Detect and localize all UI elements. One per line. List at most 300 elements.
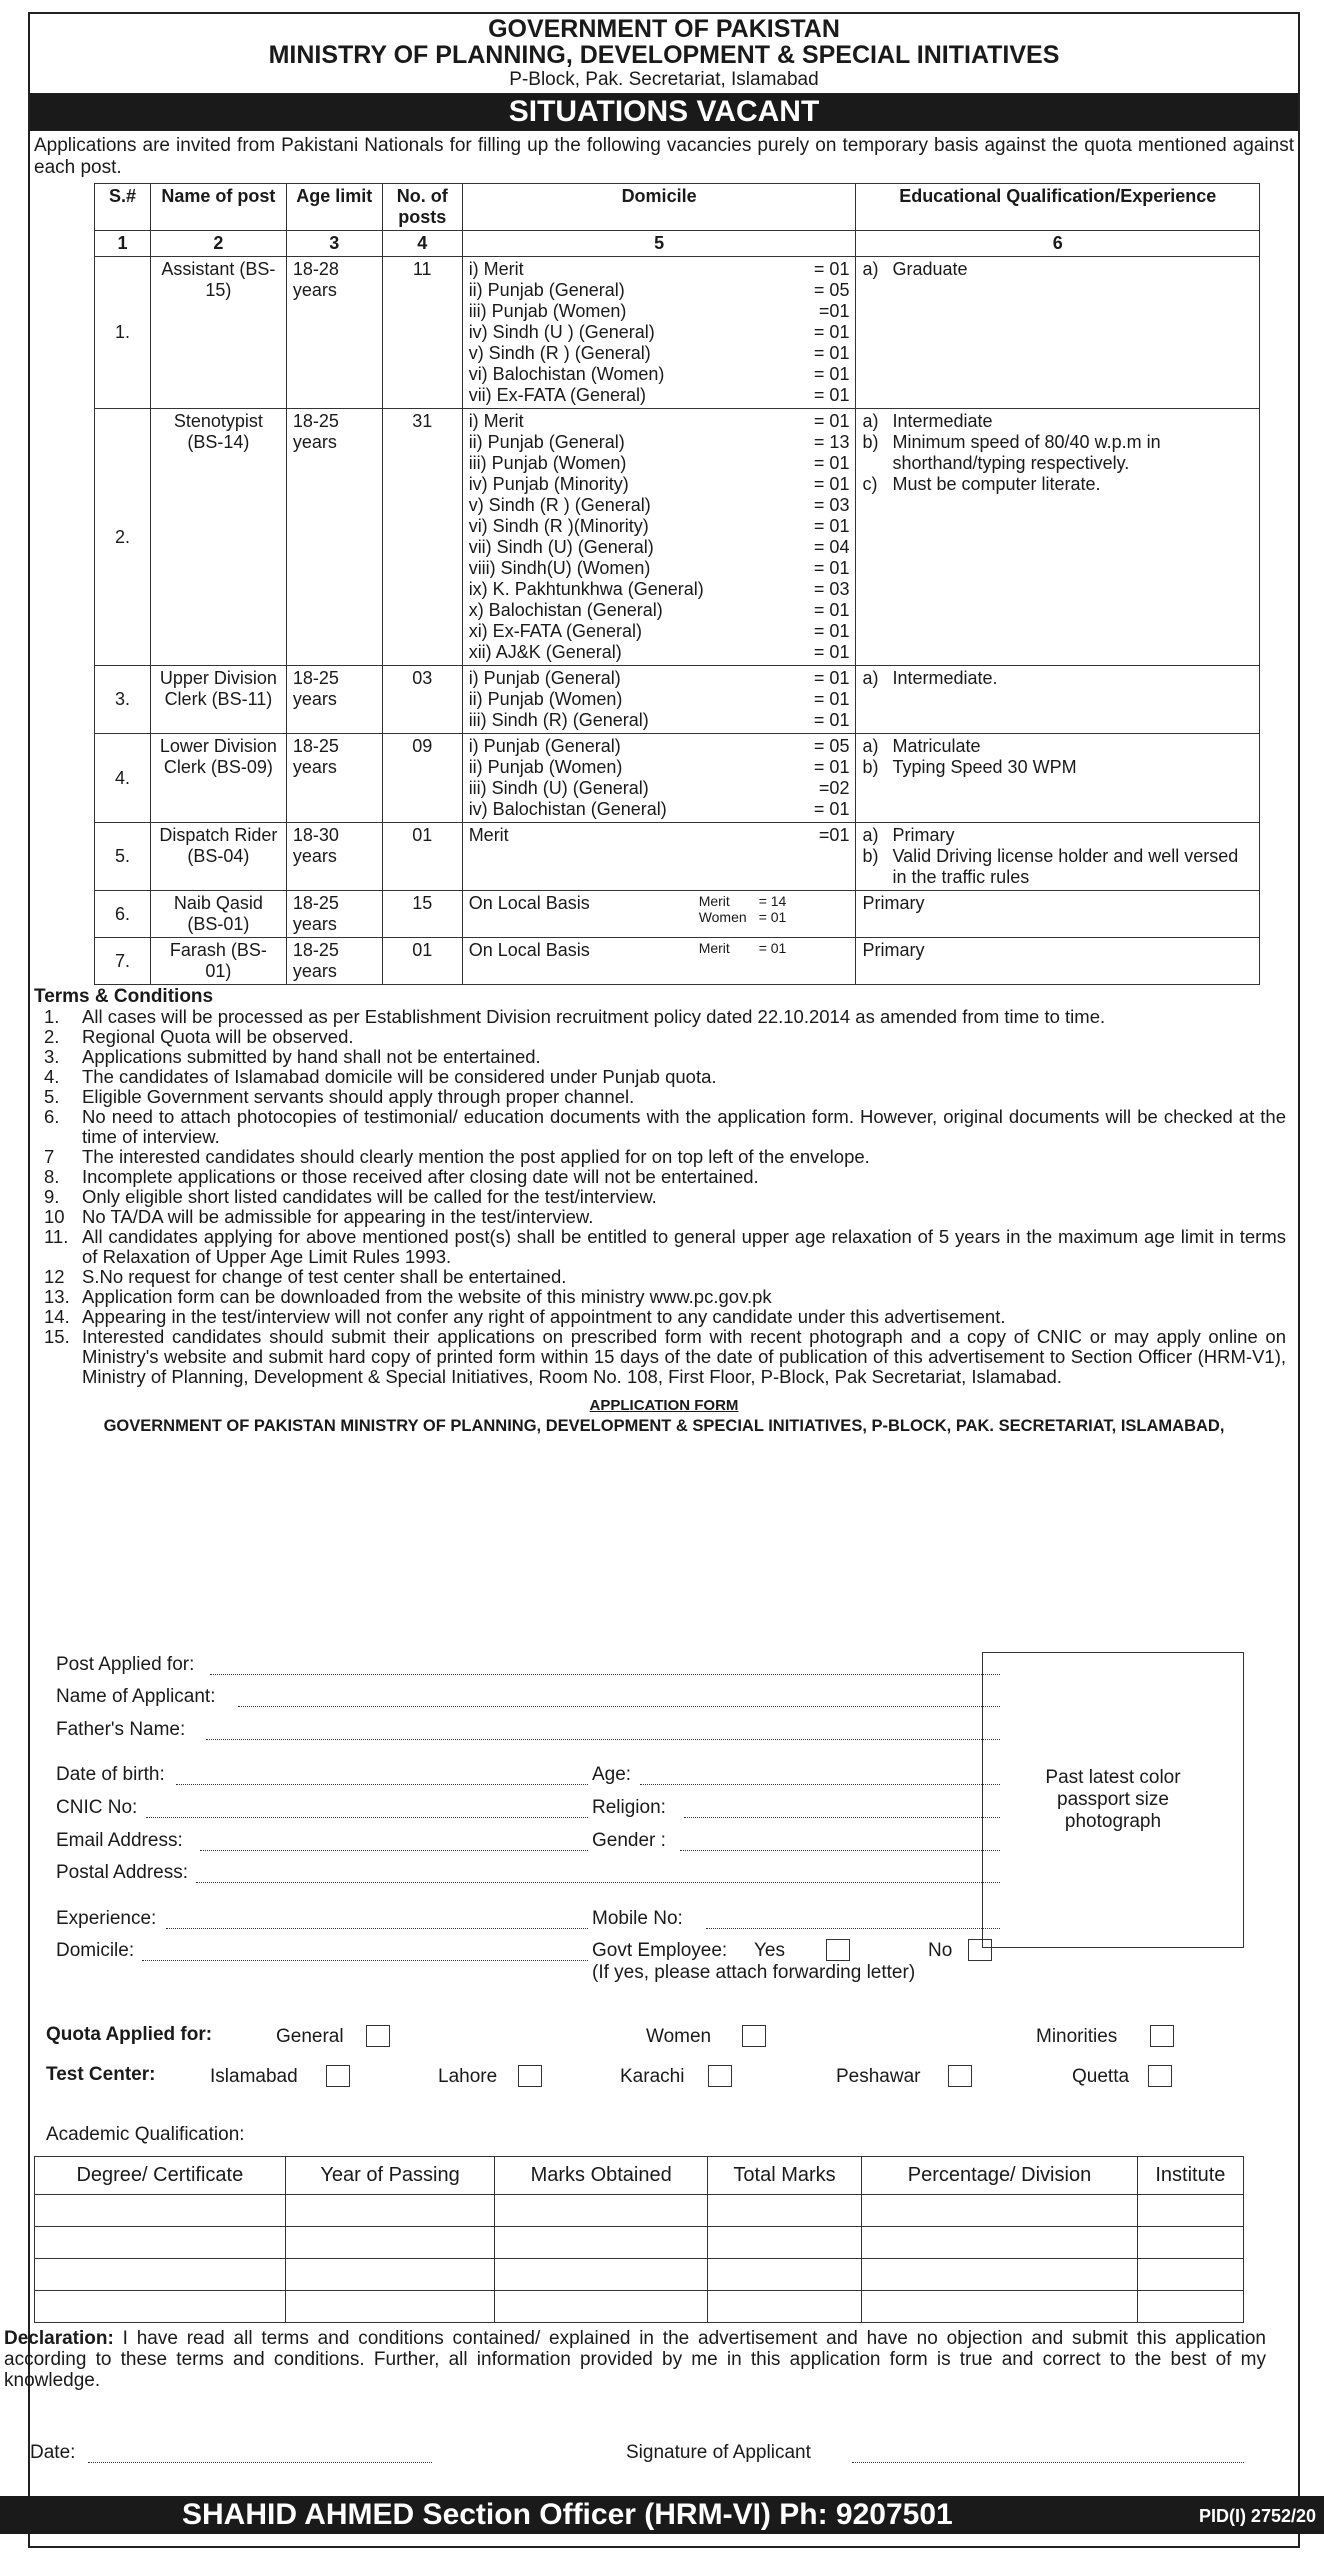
qualification-text: Must be computer literate. [892, 474, 1101, 494]
local-basis-category: Merit [698, 893, 730, 909]
test-center-label: Test Center: [46, 2064, 156, 2085]
term-number: 6. [44, 1106, 60, 1127]
local-basis-count: = 14 [758, 893, 787, 909]
domicile-region: iv) Punjab (Minority) [468, 474, 629, 494]
qualification-line [862, 668, 1253, 689]
academic-cell[interactable] [35, 2227, 286, 2259]
age-limit: 18-30 years [286, 823, 382, 891]
domicile-region: iii) Punjab (Women) [468, 453, 627, 473]
date-label: Date: [30, 2442, 76, 2463]
center-quetta-checkbox[interactable] [1148, 2065, 1172, 2087]
academic-column-header: Institute [1137, 2157, 1243, 2195]
academic-column-header: Total Marks [707, 2157, 861, 2195]
academic-row [35, 2227, 1244, 2259]
column-header: Name of post [150, 184, 286, 231]
dob-label: Date of birth: [56, 1764, 165, 1785]
dob-field[interactable] [176, 1784, 588, 1785]
gender-field[interactable] [680, 1850, 1000, 1851]
academic-cell[interactable] [495, 2227, 707, 2259]
domicile-cell [462, 823, 856, 891]
center-peshawar-label: Peshawar [836, 2066, 921, 2087]
post-name: Naib Qasid (BS-01) [150, 891, 286, 938]
term-item [34, 1207, 1294, 1227]
number-of-posts: 01 [382, 823, 462, 891]
domicile-region: ii) Punjab (Women) [468, 757, 623, 777]
domicile-count: = 01 [813, 710, 850, 730]
column-header: Educational Qualification/Experience [856, 184, 1260, 231]
mobile-label: Mobile No: [592, 1908, 683, 1929]
qualification-text: Intermediate. [892, 668, 998, 688]
domicile-count: = 01 [813, 621, 850, 641]
domicile-line [469, 621, 850, 642]
term-number: 2. [44, 1026, 60, 1047]
center-quetta-label: Quetta [1072, 2066, 1130, 2087]
term-text: Appearing in the test/interview will not confer any right of appointment to any candidate under this advertisement. [82, 1306, 1006, 1327]
serial-number: 4. [95, 734, 151, 823]
father-name-field[interactable] [206, 1739, 1000, 1740]
term-number: 10 [44, 1206, 65, 1227]
declaration: Declaration: I have read all terms and conditions contained/ explained in the advertisement and have no objection and submit this application according to these terms and conditions. Further, all information provided by me in this application form is true and correct to the best of my knowledge. [4, 2328, 1266, 2391]
qualification-cell [856, 891, 1260, 938]
terms-list [34, 1007, 1294, 1387]
academic-cell[interactable] [862, 2259, 1138, 2291]
term-text: Regional Quota will be observed. [82, 1026, 354, 1047]
signature-field[interactable] [852, 2462, 1244, 2463]
local-basis-line [699, 893, 787, 909]
number-of-posts: 11 [382, 257, 462, 409]
local-basis-label: On Local Basis [468, 893, 590, 913]
qualification-text: Intermediate [892, 411, 993, 431]
column-number: 5 [462, 231, 856, 257]
academic-column-header: Percentage/ Division [862, 2157, 1138, 2195]
domicile-cell [462, 734, 856, 823]
intro-text: Applications are invited from Pakistani Nationals for filling up the following vacancies purely on temporary basis against the quota mentioned against each post. [34, 135, 1294, 178]
column-number: 4 [382, 231, 462, 257]
footer-bar [0, 2496, 1324, 2534]
local-basis [469, 940, 850, 961]
photograph-box: Past latest color passport size photograph [982, 1652, 1244, 1948]
email-field[interactable] [200, 1850, 588, 1851]
domicile-count: = 01 [813, 385, 850, 405]
term-text: The interested candidates should clearly mention the post applied for on top left of the envelope. [82, 1146, 870, 1167]
section-officer: SHAHID AHMED Section Officer (HRM-VI) Ph: 9207501 [182, 2498, 953, 2531]
qualification-cell [856, 409, 1260, 666]
academic-cell[interactable] [862, 2227, 1138, 2259]
term-item [34, 1007, 1294, 1027]
academic-cell[interactable] [495, 2195, 707, 2227]
domicile-region: iii) Sindh (U) (General) [468, 778, 649, 798]
term-item [34, 1147, 1294, 1167]
quota-minorities-label: Minorities [1036, 2026, 1118, 2047]
local-basis-count: = 01 [758, 940, 787, 956]
academic-cell[interactable] [35, 2291, 286, 2323]
domicile-count: = 01 [813, 668, 850, 688]
academic-cell[interactable] [495, 2291, 707, 2323]
term-number: 13. [44, 1286, 70, 1307]
domicile-line [469, 364, 850, 385]
center-lahore-checkbox[interactable] [518, 2065, 542, 2087]
domicile-region: i) Merit [468, 259, 524, 279]
domicile-line [469, 757, 850, 778]
govt-yes-checkbox[interactable] [826, 1939, 850, 1961]
qualification-line [862, 757, 1253, 778]
term-item [34, 1327, 1294, 1387]
domicile-region: ii) Punjab (Women) [468, 689, 623, 709]
term-text: No need to attach photocopies of testimonial/ education documents with the application form. However, original documents will be checked at the time of interview. [82, 1106, 1286, 1147]
term-number: 7 [44, 1146, 55, 1167]
domicile-count: = 01 [813, 757, 850, 777]
domicile-region: i) Punjab (General) [468, 736, 621, 756]
column-number: 3 [286, 231, 382, 257]
local-basis-category: Women [698, 909, 747, 925]
application-form-subtitle: GOVERNMENT OF PAKISTAN MINISTRY OF PLANNING, DEVELOPMENT & SPECIAL INITIATIVES, P-BLOCK, PAK. SECRETARIAT, ISLAMABAD, [103, 1417, 1225, 1435]
domicile-region: xii) AJ&K (General) [468, 642, 622, 662]
terms-title: Terms & Conditions [34, 986, 214, 1007]
domicile-cell [462, 938, 856, 985]
number-of-posts: 09 [382, 734, 462, 823]
academic-cell[interactable] [1137, 2195, 1243, 2227]
domicile-line [469, 259, 850, 280]
qualification-letter: a) [862, 411, 879, 431]
domicile-line [469, 600, 850, 621]
academic-cell[interactable] [35, 2195, 286, 2227]
quota-general-checkbox[interactable] [366, 2025, 390, 2047]
term-item [34, 1027, 1294, 1047]
center-peshawar-checkbox[interactable] [948, 2065, 972, 2087]
domicile-region: iii) Punjab (Women) [468, 301, 627, 321]
column-number: 1 [95, 231, 151, 257]
post-applied-field[interactable] [210, 1674, 1000, 1675]
domicile-count: = 01 [813, 689, 850, 709]
serial-number: 2. [95, 409, 151, 666]
domicile-line [469, 579, 850, 600]
term-number: 8. [44, 1166, 60, 1187]
academic-cell[interactable] [1137, 2259, 1243, 2291]
term-number: 9. [44, 1186, 60, 1207]
age-limit: 18-25 years [286, 938, 382, 985]
serial-number: 3. [95, 666, 151, 734]
email-label: Email Address: [56, 1830, 183, 1851]
term-item [34, 1167, 1294, 1187]
academic-cell[interactable] [285, 2259, 495, 2291]
domicile-cell [462, 666, 856, 734]
domicile-region: ii) Punjab (General) [468, 280, 625, 300]
academic-cell[interactable] [495, 2259, 707, 2291]
column-header: Age limit [286, 184, 382, 231]
domicile-region: ii) Punjab (General) [468, 432, 625, 452]
term-text: Incomplete applications or those received after closing date will not be entertained. [82, 1166, 759, 1187]
govt-title: GOVERNMENT OF PAKISTAN [488, 15, 840, 43]
domicile-region: iii) Sindh (R) (General) [468, 710, 649, 730]
domicile-line [469, 322, 850, 343]
column-header: Domicile [462, 184, 856, 231]
academic-table [34, 2156, 1244, 2323]
domicile-cell [462, 257, 856, 409]
pid-number: PID(I) 2752/20 [1198, 2506, 1316, 2526]
academic-cell[interactable] [285, 2195, 495, 2227]
govt-yes-label: Yes [754, 1940, 785, 1961]
domicile-line [469, 537, 850, 558]
domicile-region: ix) K. Pakhtunkhwa (General) [468, 579, 704, 599]
academic-cell[interactable] [862, 2291, 1138, 2323]
table-header-row [95, 184, 1260, 231]
domicile-count: = 03 [813, 579, 850, 599]
column-number: 2 [150, 231, 286, 257]
term-number: 11. [44, 1226, 69, 1247]
quota-women-checkbox[interactable] [742, 2025, 766, 2047]
domicile-cell [462, 891, 856, 938]
qualification-line [862, 411, 1253, 432]
domicile-count: =01 [818, 301, 850, 321]
term-item [34, 1287, 1294, 1307]
domicile-line [469, 432, 850, 453]
academic-cell[interactable] [35, 2259, 286, 2291]
academic-column-header: Degree/ Certificate [35, 2157, 286, 2195]
religion-field[interactable] [684, 1817, 1000, 1818]
domicile-count: = 01 [813, 642, 850, 662]
academic-header-row [35, 2157, 1244, 2195]
domicile-region: v) Sindh (R ) (General) [468, 343, 651, 363]
application-form-title: APPLICATION FORM [589, 1397, 739, 1414]
domicile-line [469, 825, 850, 846]
term-item [34, 1267, 1294, 1287]
qualification-text: Primary [892, 825, 955, 845]
term-number: 3. [44, 1046, 60, 1067]
domicile-label: Domicile: [56, 1940, 135, 1961]
signature-label: Signature of Applicant [626, 2442, 811, 2463]
number-of-posts: 31 [382, 409, 462, 666]
column-number: 6 [856, 231, 1260, 257]
center-karachi-label: Karachi [620, 2066, 685, 2087]
qualification-letter: b) [862, 432, 879, 452]
cnic-field[interactable] [146, 1817, 588, 1818]
quota-label: Quota Applied for: [46, 2024, 213, 2045]
academic-cell[interactable] [707, 2195, 861, 2227]
qualification-letter: a) [862, 825, 879, 845]
domicile-line [469, 411, 850, 432]
term-item [34, 1307, 1294, 1327]
domicile-region: viii) Sindh(U) (Women) [468, 558, 651, 578]
gender-label: Gender : [592, 1830, 666, 1851]
term-text: Application form can be downloaded from the website of this ministry www.pc.gov.pk [82, 1286, 772, 1307]
term-item [34, 1227, 1294, 1267]
academic-cell[interactable] [707, 2227, 861, 2259]
domicile-count: = 05 [813, 280, 850, 300]
qualification-cell [856, 823, 1260, 891]
term-number: 4. [44, 1066, 60, 1087]
mobile-field[interactable] [706, 1928, 1000, 1929]
qualification-line [862, 474, 1253, 495]
academic-cell[interactable] [707, 2259, 861, 2291]
table-row [95, 409, 1260, 666]
qualification-letter: a) [862, 259, 879, 279]
table-row [95, 823, 1260, 891]
qualification-text: Primary [862, 940, 925, 960]
age-field[interactable] [640, 1784, 1000, 1785]
post-applied-label: Post Applied for: [56, 1654, 195, 1675]
term-text: S.No request for change of test center shall be entertained. [82, 1266, 567, 1287]
experience-field[interactable] [166, 1928, 588, 1929]
qualification-letter: a) [862, 668, 879, 688]
applicant-name-field[interactable] [238, 1706, 1000, 1707]
term-text: Only eligible short listed candidates will be called for the test/interview. [82, 1186, 657, 1207]
domicile-count: = 05 [813, 736, 850, 756]
domicile-region: xi) Ex-FATA (General) [468, 621, 643, 641]
domicile-region: i) Punjab (General) [468, 668, 621, 688]
forwarding-letter-note: (If yes, please attach forwarding letter) [592, 1962, 916, 1983]
domicile-line [469, 689, 850, 710]
domicile-count: = 01 [813, 322, 850, 342]
academic-cell[interactable] [862, 2195, 1138, 2227]
table-body [95, 257, 1260, 985]
term-item [34, 1047, 1294, 1067]
domicile-count: = 01 [813, 411, 850, 431]
local-basis-breakdown [699, 940, 787, 956]
term-number: 15. [44, 1326, 70, 1347]
qualification-line [862, 432, 1253, 474]
situations-vacant-banner: SITUATIONS VACANT [30, 93, 1298, 131]
address: P-Block, Pak. Secretariat, Islamabad [509, 69, 819, 90]
table-row [95, 891, 1260, 938]
domicile-region: vii) Ex-FATA (General) [468, 385, 647, 405]
term-number: 12 [44, 1266, 65, 1287]
domicile-count: = 01 [813, 259, 850, 279]
domicile-region: vi) Balochistan (Women) [468, 364, 665, 384]
domicile-region: Merit [468, 825, 509, 845]
domicile-count: =02 [818, 778, 850, 798]
domicile-region: vi) Sindh (R )(Minority) [468, 516, 649, 536]
domicile-line [469, 558, 850, 579]
local-basis-breakdown [699, 893, 787, 925]
academic-column-header: Marks Obtained [495, 2157, 707, 2195]
center-islamabad-checkbox[interactable] [326, 2065, 350, 2087]
vacancies-table [94, 183, 1260, 985]
academic-row [35, 2291, 1244, 2323]
qualification-letter: b) [862, 846, 879, 866]
domicile-line [469, 280, 850, 301]
father-name-label: Father's Name: [56, 1719, 186, 1740]
table-row [95, 257, 1260, 409]
center-lahore-label: Lahore [438, 2066, 498, 2087]
cnic-label: CNIC No: [56, 1797, 138, 1818]
center-karachi-checkbox[interactable] [708, 2065, 732, 2087]
govt-employee-label: Govt Employee: [592, 1940, 728, 1961]
academic-cell[interactable] [285, 2227, 495, 2259]
post-name: Dispatch Rider (BS-04) [150, 823, 286, 891]
age-limit: 18-25 years [286, 891, 382, 938]
post-name: Stenotypist (BS-14) [150, 409, 286, 666]
domicile-count: = 01 [813, 799, 850, 819]
domicile-region: vii) Sindh (U) (General) [468, 537, 654, 557]
local-basis-category: Merit [698, 940, 730, 956]
qualification-line [862, 825, 1253, 846]
domicile-region: i) Merit [468, 411, 524, 431]
domicile-count: = 01 [813, 516, 850, 536]
serial-number: 6. [95, 891, 151, 938]
local-basis-count: = 01 [758, 909, 787, 925]
header [30, 16, 1298, 91]
domicile-cell [462, 409, 856, 666]
domicile-field[interactable] [142, 1960, 588, 1961]
domicile-line [469, 710, 850, 731]
term-text: The candidates of Islamabad domicile will be considered under Punjab quota. [82, 1066, 717, 1087]
term-number: 14. [44, 1306, 70, 1327]
date-field[interactable] [88, 2462, 432, 2463]
qualification-letter: a) [862, 736, 879, 756]
academic-qualification-label: Academic Qualification: [46, 2124, 245, 2145]
term-number: 1. [44, 1006, 60, 1027]
postal-address-field[interactable] [196, 1882, 1000, 1883]
domicile-count: = 13 [813, 432, 850, 452]
qualification-cell [856, 666, 1260, 734]
post-name: Upper Division Clerk (BS-11) [150, 666, 286, 734]
academic-cell[interactable] [1137, 2227, 1243, 2259]
domicile-region: iv) Balochistan (General) [468, 799, 667, 819]
academic-cell[interactable] [707, 2291, 861, 2323]
qualification-cell [856, 938, 1260, 985]
domicile-count: = 01 [813, 474, 850, 494]
qualification-text: Typing Speed 30 WPM [892, 757, 1077, 777]
domicile-count: = 01 [813, 453, 850, 473]
academic-cell[interactable] [285, 2291, 495, 2323]
domicile-count: =01 [818, 825, 850, 845]
domicile-line [469, 385, 850, 406]
qualification-text: Valid Driving license holder and well versed in the traffic rules [892, 846, 1239, 887]
academic-row [35, 2259, 1244, 2291]
number-of-posts: 01 [382, 938, 462, 985]
qualification-text: Graduate [892, 259, 968, 279]
age-limit: 18-28 years [286, 257, 382, 409]
serial-number: 5. [95, 823, 151, 891]
term-item [34, 1067, 1294, 1087]
age-limit: 18-25 years [286, 409, 382, 666]
ministry-title: MINISTRY OF PLANNING, DEVELOPMENT & SPECIAL INITIATIVES [268, 41, 1060, 69]
term-item [34, 1187, 1294, 1207]
domicile-count: = 01 [813, 343, 850, 363]
local-basis-line [699, 909, 787, 925]
domicile-line [469, 453, 850, 474]
local-basis-label: On Local Basis [468, 940, 590, 960]
govt-no-label: No [928, 1940, 953, 1961]
domicile-count: = 01 [813, 600, 850, 620]
domicile-count: = 01 [813, 558, 850, 578]
quota-minorities-checkbox[interactable] [1150, 2025, 1174, 2047]
qualification-letter: b) [862, 757, 879, 777]
age-limit: 18-25 years [286, 734, 382, 823]
academic-cell[interactable] [1137, 2291, 1243, 2323]
domicile-line [469, 736, 850, 757]
domicile-line [469, 516, 850, 537]
age-label: Age: [592, 1764, 632, 1785]
domicile-region: v) Sindh (R ) (General) [468, 495, 651, 515]
domicile-region: x) Balochistan (General) [468, 600, 663, 620]
term-text: All cases will be processed as per Establishment Division recruitment policy dated 22.10.2014 as amended from time to time. [82, 1006, 1106, 1027]
domicile-region: iv) Sindh (U ) (General) [468, 322, 655, 342]
qualification-text: Matriculate [892, 736, 981, 756]
academic-column-header: Year of Passing [285, 2157, 495, 2195]
quota-women-label: Women [646, 2026, 712, 2047]
number-of-posts: 03 [382, 666, 462, 734]
academic-body [35, 2195, 1244, 2323]
experience-label: Experience: [56, 1908, 157, 1929]
domicile-line [469, 343, 850, 364]
qualification-line [862, 736, 1253, 757]
qualification-line [862, 259, 1253, 280]
term-text: Eligible Government servants should apply through proper channel. [82, 1086, 635, 1107]
academic-row [35, 2195, 1244, 2227]
term-text: Applications submitted by hand shall not be entertained. [82, 1046, 541, 1067]
center-islamabad-label: Islamabad [210, 2066, 298, 2087]
